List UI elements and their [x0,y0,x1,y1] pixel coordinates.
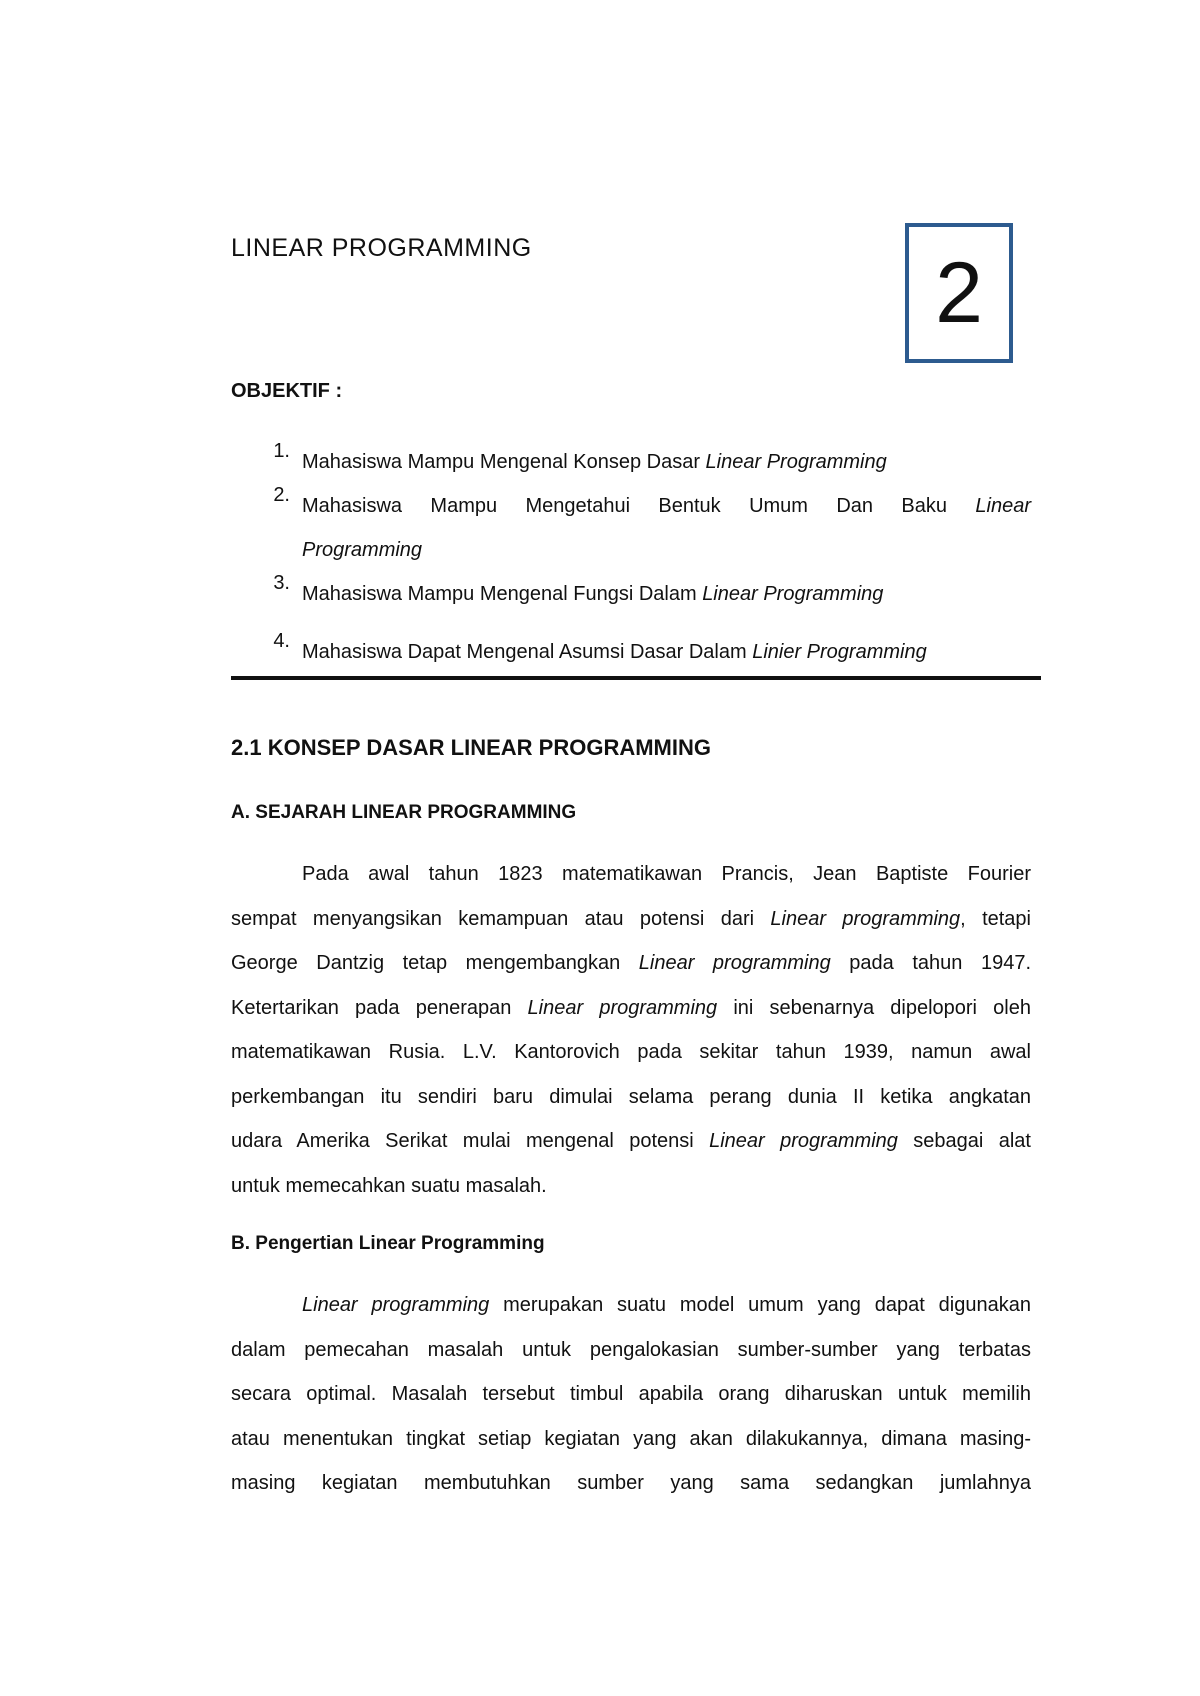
paragraph-line [231,986,1031,1031]
paragraph-line: perkembangan itu sendiri baru dimulai selama perang dunia II ketika angkatan [231,1085,1031,1108]
paragraph-line: dalam pemecahan masalah untuk pengalokasian sumber-sumber yang terbatas [231,1338,1031,1361]
objective-plain-text: Mahasiswa Mampu Mengenal Konsep Dasar [302,451,706,473]
objective-text [302,440,1031,484]
subsection-b-paragraph [231,1283,1031,1506]
paragraph-line: matematikawan Rusia. L.V. Kantorovich pada sekitar tahun 1939, namun awal [231,1041,1031,1063]
paragraph-line: secara optimal. Masalah tersebut timbul apabila orang diharuskan untuk memilih [231,1383,1031,1405]
chapter-box [905,223,1013,363]
italic-term: Linear programming [302,1294,490,1316]
objective-text [302,484,1031,572]
line-text: sempat menyangsikan kemampuan atau potensi dari [231,907,771,930]
paragraph-line: Pada awal tahun 1823 matematikawan Prancis, Jean Baptiste Fourier [302,863,1031,885]
line-text: Ketertarikan pada penerapan [231,996,528,1019]
objective-number: 3. [273,572,290,594]
subsection-a-title: A. SEJARAH LINEAR PROGRAMMING [231,802,577,823]
objective-plain-text: Mahasiswa Dapat Mengenal Asumsi Dasar Dalam [302,641,753,663]
line-text: sebagai alat [897,1130,1031,1152]
page-title: LINEAR PROGRAMMING [231,234,532,262]
paragraph-line [231,897,1031,942]
section-heading: 2.1 KONSEP DASAR LINEAR PROGRAMMING [231,735,711,760]
objective-item [231,484,1031,572]
objective-label: OBJEKTIF : [231,380,343,402]
subsection-a-paragraph [231,852,1031,1208]
italic-term: Linear programming [638,952,831,974]
objective-plain-text: Mahasiswa Mampu Mengenal Fungsi Dalam [302,583,703,605]
objective-italic-text: Linear [975,495,1031,517]
objective-plain-text: Mahasiswa Mampu Mengetahui Bentuk Umum Dan Baku [302,495,976,517]
objective-text [302,572,1031,616]
objective-item [231,572,1031,616]
objective-item [231,440,1031,484]
objective-number: 4. [273,630,290,652]
italic-term: Linear programming [527,996,718,1019]
objective-number: 1. [273,440,290,462]
paragraph-line: masing kegiatan membutuhkan sumber yang sama sedangkan jumlahnya [231,1472,1031,1494]
paragraph-line [231,941,1031,986]
italic-term: Linear programming [709,1130,898,1152]
line-text: udara Amerika Serikat mulai mengenal potensi [231,1130,710,1152]
paragraph-line: atau menentukan tingkat setiap kegiatan yang akan dilakukannya, dimana masing- [231,1427,1031,1450]
italic-term: Linear programming [770,907,961,930]
objective-italic-continuation: Programming [302,539,423,561]
line-text: merupakan suatu model umum yang dapat digunakan [489,1294,1031,1316]
paragraph-line: untuk memecahkan suatu masalah. [231,1174,547,1197]
line-text: George Dantzig tetap mengembangkan [231,952,639,974]
objective-item [231,630,1031,674]
horizontal-rule [231,676,1041,680]
objective-italic-text: Linear Programming [705,451,887,473]
line-text: pada tahun 1947. [830,952,1031,974]
line-text: , tetapi [960,907,1031,930]
objective-italic-text: Linier Programming [752,641,927,663]
subsection-b-title: B. Pengertian Linear Programming [231,1233,545,1254]
objective-text [302,630,1031,674]
chapter-number: 2 [935,245,983,341]
objective-italic-text: Linear Programming [702,583,884,605]
paragraph-line [231,1119,1031,1164]
paragraph-line [231,1283,1031,1328]
line-text: ini sebenarnya dipelopori oleh [717,996,1031,1019]
objective-number: 2. [273,484,290,506]
